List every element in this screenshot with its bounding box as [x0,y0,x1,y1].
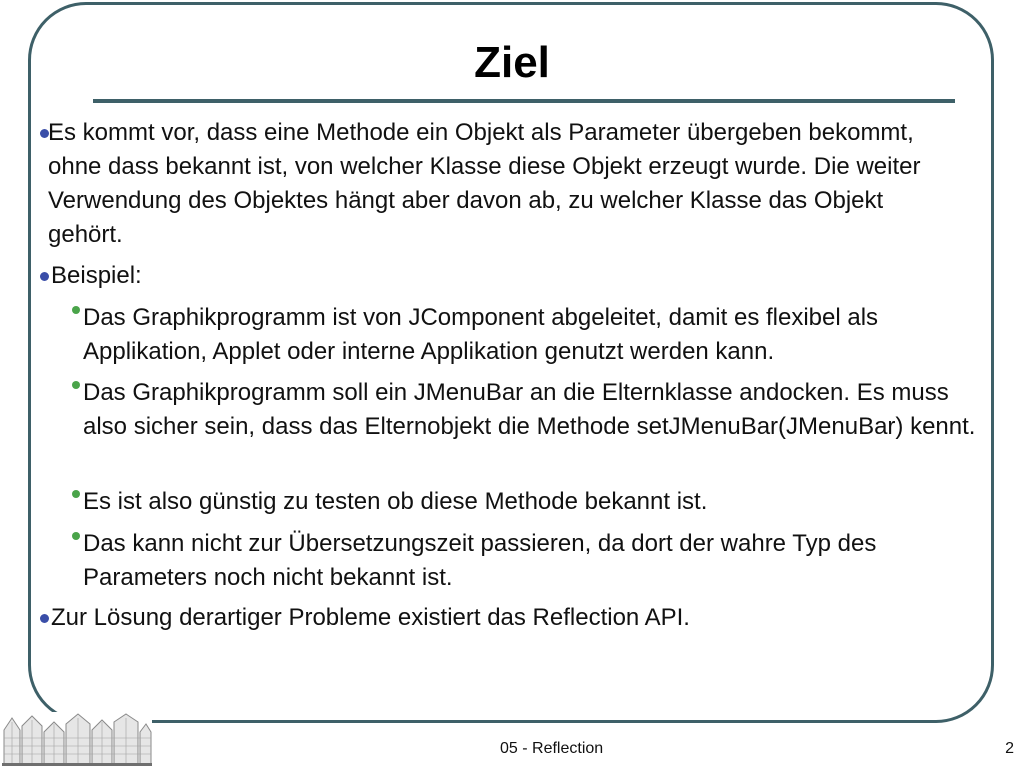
bullet-text: Zur Lösung derartiger Probleme existiert das Reflection API. [51,604,690,631]
sub-bullet-text: Das Graphikprogramm soll ein JMenuBar an die Elternklasse andocken. Es muss also sicher sein, dass das Elternobjekt die Methode setJMenuBar(JMenuBar) kennt. [83,379,976,440]
bullet-dot [40,272,49,281]
page-number: 2 [1005,740,1014,757]
title-underline [93,99,955,103]
sub-bullet-text: Das Graphikprogramm ist von JComponent abgeleitet, damit es flexibel als Applikation, Applet oder interne Applikation genutzt werden kann. [83,304,879,365]
sub-bullet-item [83,301,988,369]
building-logo [2,712,152,766]
sub-bullet-text: Es ist also günstig zu testen ob diese Methode bekannt ist. [83,488,708,515]
bullet-item [48,116,961,252]
bullet-text: Beispiel: [51,262,142,289]
sub-bullet-dot [72,532,80,540]
bullet-item [51,259,961,293]
footer-section-title: 05 - Reflection [500,740,604,757]
sub-bullet-text: Das kann nicht zur Übersetzungszeit passieren, da dort der wahre Typ des Parameters noch nicht bekannt ist. [83,530,877,591]
sub-bullet-item [83,376,988,444]
bullet-text: Es kommt vor, dass eine Methode ein Objekt als Parameter übergeben bekommt, ohne dass bekannt ist, von welcher Klasse diese Objekt erzeugt wurde. Die weiter Verwendung des Objektes hängt aber davon ab, zu welcher Klasse das Objekt gehört. [48,119,921,248]
sub-bullet-item [83,485,988,519]
slide-title: Ziel [474,38,550,87]
bullet-dot [40,614,49,623]
sub-bullet-dot [72,490,80,498]
sub-bullet-dot [72,381,80,389]
sub-bullet-dot [72,306,80,314]
bullet-item [51,601,961,635]
sub-bullet-item [83,527,988,595]
